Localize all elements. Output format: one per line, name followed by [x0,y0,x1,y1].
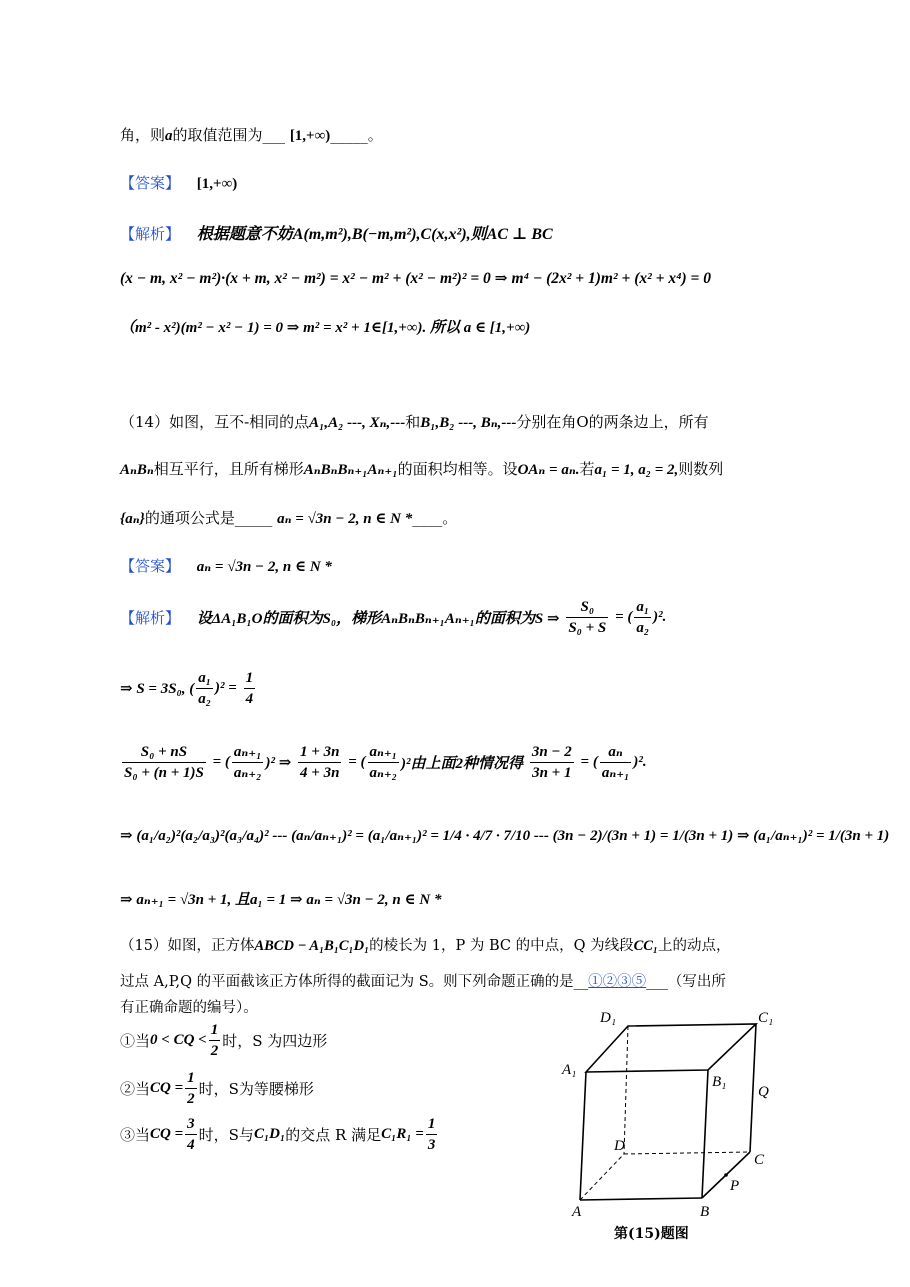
line-q13-end [120,124,383,145]
math-var: a [165,128,173,144]
fraction: $\frac{3}{4}$ [187,1116,195,1153]
text: 的面积均相等。设 [397,460,518,478]
analysis-tag: 【解析】 [120,225,181,243]
fraction: $\frac{3n - 2}{3n + 1}$ [531,744,572,781]
blank-answer: ①②③⑤ [588,974,647,990]
math-op: = ( [615,609,633,625]
edge-CC1 [750,1024,756,1152]
text: ②当 [120,1080,151,1098]
text: 时，S为等腰梯形 [198,1080,314,1098]
text: 的交点 R 满足 [285,1126,382,1144]
hidden-edge-AD [580,1154,624,1200]
math-cube: ABCD − A₁B₁C₁D₁ [254,938,370,954]
text: ____。 [412,509,458,527]
label-P: P [730,1178,740,1194]
question-15-line1 [120,934,731,955]
analysis-14-line4 [120,826,889,845]
label-B1: B₁ [712,1074,727,1090]
math-op: )². [633,754,647,770]
text: 分别在角O的两条边上，所有 [516,413,709,431]
blank-answer: aₙ = √3n − 2, n ∈ N * [277,511,413,527]
math-seg: C₁D₁ [253,1126,286,1142]
text: 相互平行，且所有梯形 [153,460,304,478]
fraction: $\frac{\text{aₙ}}{\text{aₙ₊₁}}$ [601,744,630,781]
analysis-13-line2 [120,268,711,288]
fraction: $\frac{1}{2}$ [187,1070,195,1107]
math-points: B₁,B₂ ---, Bₙ,--- [420,415,517,431]
math-expr: CQ = [150,1080,184,1096]
analysis-13-line1 [120,221,553,244]
fraction: $\frac{\text{a₁}}{\text{a₂}}$ [198,670,212,707]
question-14-line3 [120,507,457,528]
option-2 [120,1068,314,1109]
fraction: $\frac{1}{3}$ [427,1116,436,1153]
edge-AA1 [580,1072,586,1200]
text: 的通项公式是_____ [144,509,273,527]
label-Q: Q [758,1084,769,1100]
point-P [724,1173,728,1177]
cube-figure [560,1010,800,1250]
text: 上的动点， [658,938,731,954]
math-points: A₁,A₂ ---, Xₙ,--- [309,415,406,431]
text: 则数列 [678,460,724,478]
text: 的棱长为 1，P 为 BC 的中点，Q 为线段 [369,938,634,954]
math-op: )² = [215,680,237,696]
math-op: )²由上面2种情况得 [401,756,524,772]
text: 过点 A,P,Q 的平面截该正方体所得的截面记为 S。则下列命题正确的是__ [120,974,589,990]
text: 角，则 [120,126,166,144]
answer-13 [120,172,237,193]
answer-tag: 【答案】 [120,557,181,575]
text: 的取值范围为___ [172,126,286,144]
option-3 [120,1114,439,1155]
math-equation: (x − m, x² − m²)·(x + m, x² − m²) = x² − m² + (x² − m²)² = 0 ⇒ m⁴ − (2x² + 1)m² + (x² + x⁴) = 0 [120,270,711,287]
math-equation: （m² - x²)(m² − x² − 1) = 0 ⇒ m² = x² + 1∈[1,+∞). 所以 a ∈ [1,+∞) [120,320,531,336]
text: 时，S 为四边形 [222,1032,328,1050]
analysis-tag: 【解析】 [120,609,181,627]
question-15-line2 [120,970,726,991]
fraction: $\frac{1}{2}$ [210,1022,219,1059]
analysis-14-line2 [120,668,257,709]
analysis-14-line5 [120,888,441,909]
question-15-line3 [120,996,258,1017]
math-expr: 0 < CQ < [150,1032,207,1048]
answer-14 [120,555,332,576]
text: 若 [579,460,595,478]
label-C1: C₁ [758,1010,774,1026]
text: 时，S与 [198,1126,254,1144]
analysis-14-line1 [120,597,666,638]
option-1 [120,1020,327,1061]
text: _____。 [330,126,383,144]
figure-caption: 第(15)题图 [614,1226,689,1242]
label-B: B [700,1204,710,1220]
answer-tag: 【答案】 [120,174,181,192]
answer-value: aₙ = √3n − 2, n ∈ N * [196,559,332,575]
answer-value: [1,+∞) [196,176,238,192]
question-14-line2 [120,458,723,479]
math-op: )² ⇒ [265,755,292,771]
text: ③当 [120,1126,151,1144]
label-C: C [754,1152,765,1168]
math-op: )². [653,609,667,625]
hidden-edge-DC [624,1152,750,1154]
math-seq: {aₙ} [120,511,145,527]
math-seg: AₙBₙ [120,462,154,478]
text: （14）如图，互不-相同的点 [120,413,310,431]
edge-BB1 [702,1070,708,1198]
fraction: $\frac{1}{4}$ [245,670,254,707]
math-op: = ( [580,754,598,770]
math-seg: CC₁ [633,938,658,954]
analysis-14-line3 [120,742,647,783]
math-equation: ⇒ aₙ₊₁ = √3n + 1, 且a₁ = 1 ⇒ aₙ = √3n − 2, n ∈ N * [120,892,442,908]
fraction: $\frac{\text{aₙ₊₁}}{\text{aₙ₊₂}}$ [233,744,262,781]
top-face [586,1024,756,1072]
math-text: 设ΔA₁B₁O的面积为S₀，梯形AₙBₙBₙ₊₁Aₙ₊₁的面积为S ⇒ [196,611,560,627]
math-text: 根据题意不妨A(m,m²),B(−m,m²),C(x,x²),则AC ⊥ BC [196,226,553,243]
fraction: $\frac{\text{S₀}}{\text{S₀ + S}}$ [568,599,607,636]
math-eq: OAₙ = aₙ. [517,462,580,478]
fraction: $\frac{\text{S₀ + nS}}{\text{S₀ + (n + 1)S}}$ [124,744,204,781]
math-op: = ( [212,754,230,770]
label-D1: D₁ [600,1010,617,1026]
text: 有正确命题的编号）。 [120,1000,258,1016]
math-op: = ( [348,754,366,770]
fraction: $\frac{\text{a₁}}{\text{a₂}}$ [636,599,650,636]
label-A1: A₁ [562,1062,577,1078]
analysis-13-line3 [120,316,530,337]
math-equation: ⇒ (a₁/a₂)²(a₂/a₃)²(a₃/a₄)² --- (aₙ/aₙ₊₁)² = (a₁/aₙ₊₁)² = 1/4 · 4/7 · 7/10 --- (3n − 2)/(3n + 1) = 1/(3n + 1) ⇒ (a₁/aₙ₊₁)² = 1/(3n + 1) [120,828,890,844]
blank-answer: [1,+∞) [289,128,331,144]
math-trap: AₙBₙBₙ₊₁Aₙ₊₁ [303,462,398,478]
label-D: D [614,1138,625,1154]
fraction: $\frac{1 + 3n}{4 + 3n}$ [300,744,340,781]
text: ①当 [120,1032,151,1050]
math-op: ⇒ S = 3S₀, ( [120,681,195,697]
edge-AB [580,1198,702,1200]
text: 和 [405,413,421,431]
cube-diagram [560,1010,800,1250]
question-14-line1 [120,411,709,432]
math-expr: C₁R₁ = [381,1126,424,1142]
math-eq: a₁ = 1, a₂ = 2, [594,462,679,478]
math-expr: CQ = [150,1126,184,1142]
text: ___（写出所 [646,974,726,990]
text: （15）如图，正方体 [120,938,255,954]
fraction: $\frac{\text{aₙ₊₁}}{\text{aₙ₊₂}}$ [369,744,398,781]
hidden-edge-DD1 [624,1026,628,1154]
label-A: A [572,1204,582,1220]
